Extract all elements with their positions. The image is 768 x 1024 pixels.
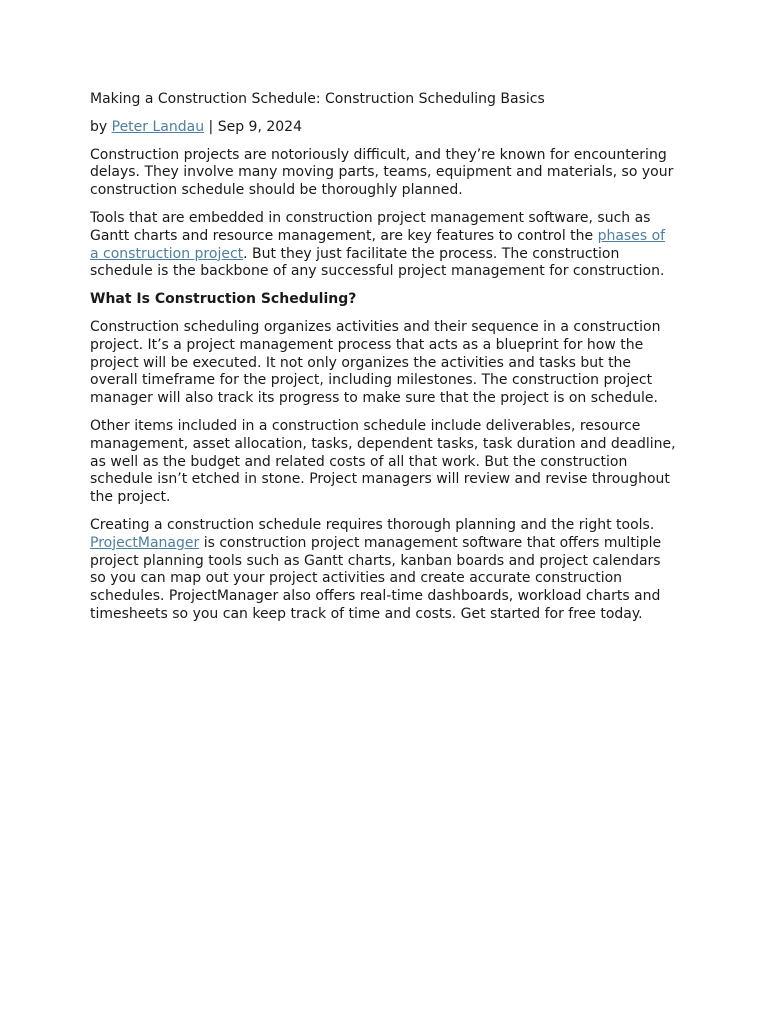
paragraph-intro: Construction projects are notoriously difficult, and they’re known for encountering delays. They involve many moving parts, teams, equipment and materials, so your construction schedule should be thoroughly planned.	[90, 146, 674, 199]
byline	[90, 119, 678, 137]
paragraph-cta-text-before: Creating a construction schedule requires thorough planning and the right tools.	[90, 516, 655, 533]
article	[90, 91, 678, 634]
paragraph-tools	[90, 210, 678, 281]
phases-link[interactable]: phases of a construction project	[90, 227, 666, 262]
publish-date: Sep 9, 2024	[217, 118, 302, 135]
projectmanager-link[interactable]: ProjectManager	[90, 534, 200, 551]
paragraph-definition: Construction scheduling organizes activities and their sequence in a construction project. It’s a project management process that acts as a blueprint for how the project will be executed. It not only organizes the activities and tasks but the overall timeframe for the project, including milestones. The construction project manager will also track its progress to make sure that the project is on schedule.	[90, 318, 661, 407]
article-title: Making a Construction Schedule: Construction Scheduling Basics	[90, 91, 545, 107]
paragraph-tools-text-before: Tools that are embedded in construction project management software, such as Gantt charts and resource management, are key features to control the	[90, 209, 651, 244]
section-heading: What Is Construction Scheduling?	[90, 291, 357, 308]
byline-separator: |	[204, 118, 218, 135]
paragraph-cta-text-after: is construction project management software that offers multiple project planning tools such as Gantt charts, kanban boards and project calendars so you can map out your project activities and create accurate construction schedules. ProjectManager also offers real-time dashboards, workload charts and timesheets so you can keep track of time and costs. Get started for free today.	[90, 534, 662, 622]
author-link[interactable]: Peter Landau	[111, 118, 205, 135]
byline-prefix: by	[90, 118, 112, 135]
paragraph-cta	[90, 517, 678, 624]
paragraph-tools-text-after: . But they just facilitate the process. The construction schedule is the backbone of any successful project management for construction.	[90, 245, 665, 280]
paragraph-other-items: Other items included in a construction schedule include deliverables, resource management, asset allocation, tasks, dependent tasks, task duration and deadline, as well as the budget and related costs of all that work. But the construction schedule isn’t etched in stone. Project managers will review and revise throughout the project.	[90, 417, 676, 506]
